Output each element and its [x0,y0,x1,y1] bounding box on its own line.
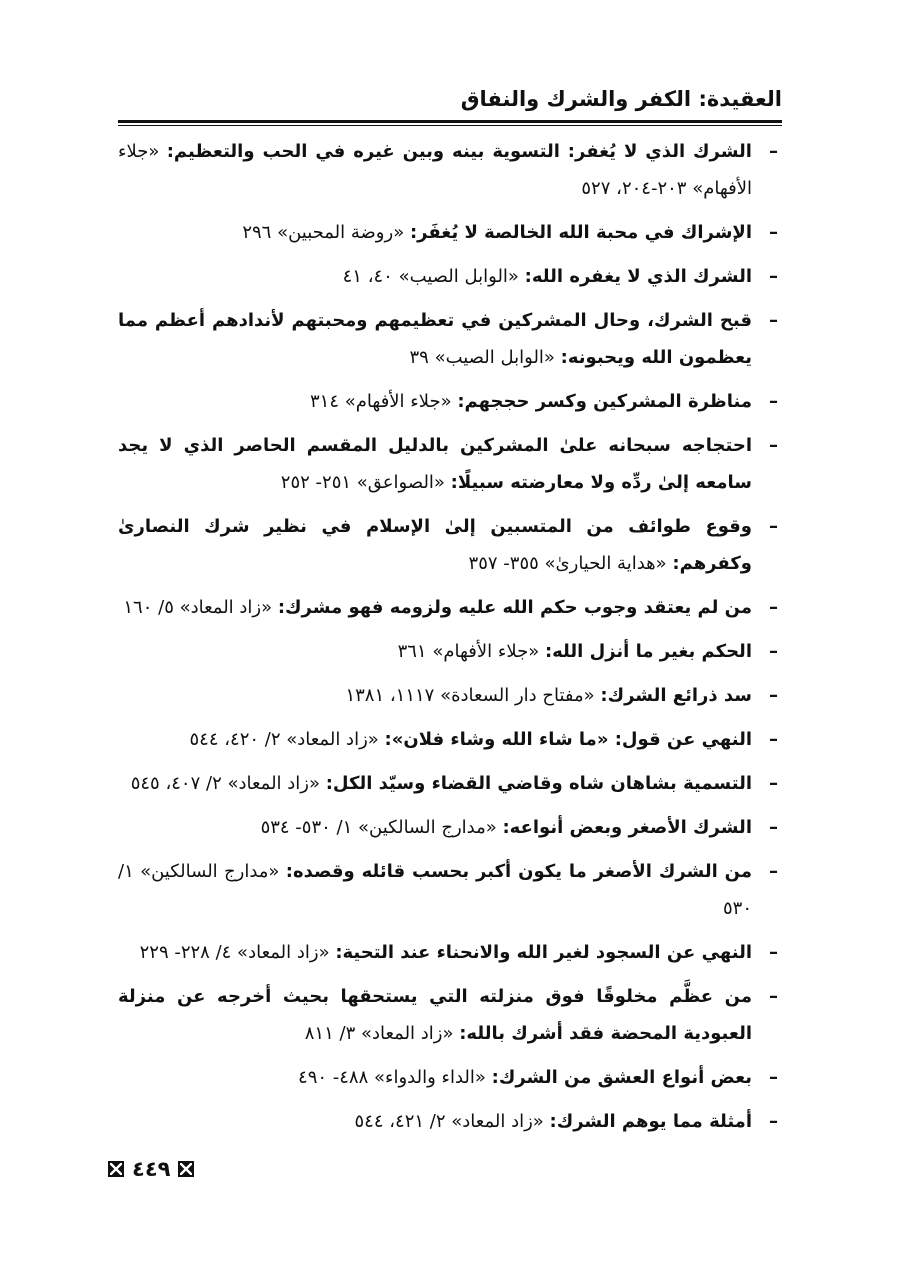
ornament-left-icon [108,1161,124,1177]
entry-source: «جلاء الأفهام» ٢٠٣-٢٠٤، ٥٢٧ [118,141,752,199]
index-entry [118,765,782,802]
entry-topic: الشرك الذي لا يغفره الله: [524,266,752,287]
dash-bullet-icon: – [769,986,778,1007]
dash-bullet-icon: – [769,861,778,882]
dash-bullet-icon: – [769,141,778,162]
running-header: العقيدة: الكفر والشرك والنفاق [460,87,782,111]
index-entries [118,133,782,1140]
index-entry [118,978,782,1052]
index-entry [118,677,782,714]
entry-source: «الوابل الصيب» ٤٠، ٤١ [342,266,525,287]
entry-source: «مدارج السالكين» ١/ ٥٣٠- ٥٣٤ [260,817,503,838]
dash-bullet-icon: – [769,729,778,750]
entry-topic: الحكم بغير ما أنزل الله: [544,641,752,662]
dash-bullet-icon: – [769,310,778,331]
index-entry [118,1103,782,1140]
entry-source: «جلاء الأفهام» ٣٦١ [397,641,545,662]
entry-topic: من عظَّم مخلوقًا فوق منزلته التي يستحقها بحيث أخرجه عن منزلة العبودية المحضة فقد أشرك بالله: [118,986,752,1044]
entry-topic: الشرك الذي لا يُغفر: التسوية بينه وبين غيره في الحب والتعظيم: [166,141,752,162]
entry-topic: أمثلة مما يوهم الشرك: [549,1111,752,1132]
index-entry [118,214,782,251]
page-footer [108,1157,194,1181]
index-entry [118,258,782,295]
entry-topic: التسمية بشاهان شاه وقاضي القضاء وسيّد الكل: [325,773,752,794]
dash-bullet-icon: – [769,1111,778,1132]
index-entry [118,809,782,846]
entry-source: «هداية الحيارىٰ» ٣٥٥- ٣٥٧ [468,553,673,574]
index-entry [118,633,782,670]
header-rule-thick [118,120,782,123]
entry-topic: سد ذرائع الشرك: [600,685,752,706]
index-entry [118,934,782,971]
entry-source: «جلاء الأفهام» ٣١٤ [310,391,458,412]
index-entry [118,1059,782,1096]
index-entry [118,589,782,626]
index-entry [118,133,782,207]
dash-bullet-icon: – [769,1067,778,1088]
dash-bullet-icon: – [769,391,778,412]
entry-source: «زاد المعاد» ٤/ ٢٢٨- ٢٢٩ [139,942,336,963]
entry-source: «روضة المحبين» ٢٩٦ [242,222,410,243]
entry-source: «الداء والدواء» ٤٨٨- ٤٩٠ [298,1067,492,1088]
dash-bullet-icon: – [769,266,778,287]
index-entry [118,302,782,376]
entry-source: «الوابل الصيب» ٣٩ [409,347,561,368]
index-entry [118,383,782,420]
ornament-right-icon [178,1161,194,1177]
entry-topic: من الشرك الأصغر ما يكون أكبر بحسب قائله وقصده: [285,861,752,882]
entry-topic: الإشراك في محبة الله الخالصة لا يُغفَر: [409,222,752,243]
entry-source: «زاد المعاد» ٢/ ٤٠٧، ٥٤٥ [130,773,326,794]
dash-bullet-icon: – [769,435,778,456]
entry-topic: بعض أنواع العشق من الشرك: [491,1067,752,1088]
index-entry [118,427,782,501]
entry-source: «الصواعق» ٢٥١- ٢٥٢ [280,472,451,493]
dash-bullet-icon: – [769,597,778,618]
entry-source: «زاد المعاد» ٢/ ٤٢١، ٥٤٤ [354,1111,550,1132]
entry-topic: قبح الشرك، وحال المشركين في تعظيمهم ومحبتهم لأندادهم أعظم مما يعظمون الله ويحبونه: [118,310,752,368]
entry-topic: مناظرة المشركين وكسر حججهم: [457,391,752,412]
entry-source: «زاد المعاد» ٢/ ٤٢٠، ٥٤٤ [189,729,385,750]
entry-source: «مدارج السالكين» ١/ ٥٣٠ [118,861,752,919]
entry-topic: من لم يعتقد وجوب حكم الله عليه ولزومه فهو مشرك: [277,597,752,618]
dash-bullet-icon: – [769,773,778,794]
index-entry [118,721,782,758]
dash-bullet-icon: – [769,641,778,662]
dash-bullet-icon: – [769,222,778,243]
entry-source: «زاد المعاد» ٥/ ١٦٠ [123,597,278,618]
entry-source: «مفتاح دار السعادة» ١١١٧، ١٣٨١ [345,685,601,706]
dash-bullet-icon: – [769,516,778,537]
page-number: ٤٤٩ [132,1157,171,1181]
index-entry [118,508,782,582]
header-rule-thin [118,125,782,126]
entry-topic: الشرك الأصغر وبعض أنواعه: [502,817,752,838]
entry-topic: احتجاجه سبحانه علىٰ المشركين بالدليل المقسم الحاصر الذي لا يجد سامعه إلىٰ ردِّه ولا معارضته سبيلًا: [118,435,752,493]
dash-bullet-icon: – [769,685,778,706]
entry-topic: وقوع طوائف من المتسبين إلىٰ الإسلام في نظير شرك النصارىٰ وكفرهم: [118,516,752,574]
dash-bullet-icon: – [769,817,778,838]
dash-bullet-icon: – [769,942,778,963]
entry-topic: النهي عن السجود لغير الله والانحناء عند التحية: [335,942,752,963]
index-entry [118,853,782,927]
entry-topic: النهي عن قول: «ما شاء الله وشاء فلان»: [384,729,752,750]
entry-source: «زاد المعاد» ٣/ ٨١١ [304,1023,460,1044]
